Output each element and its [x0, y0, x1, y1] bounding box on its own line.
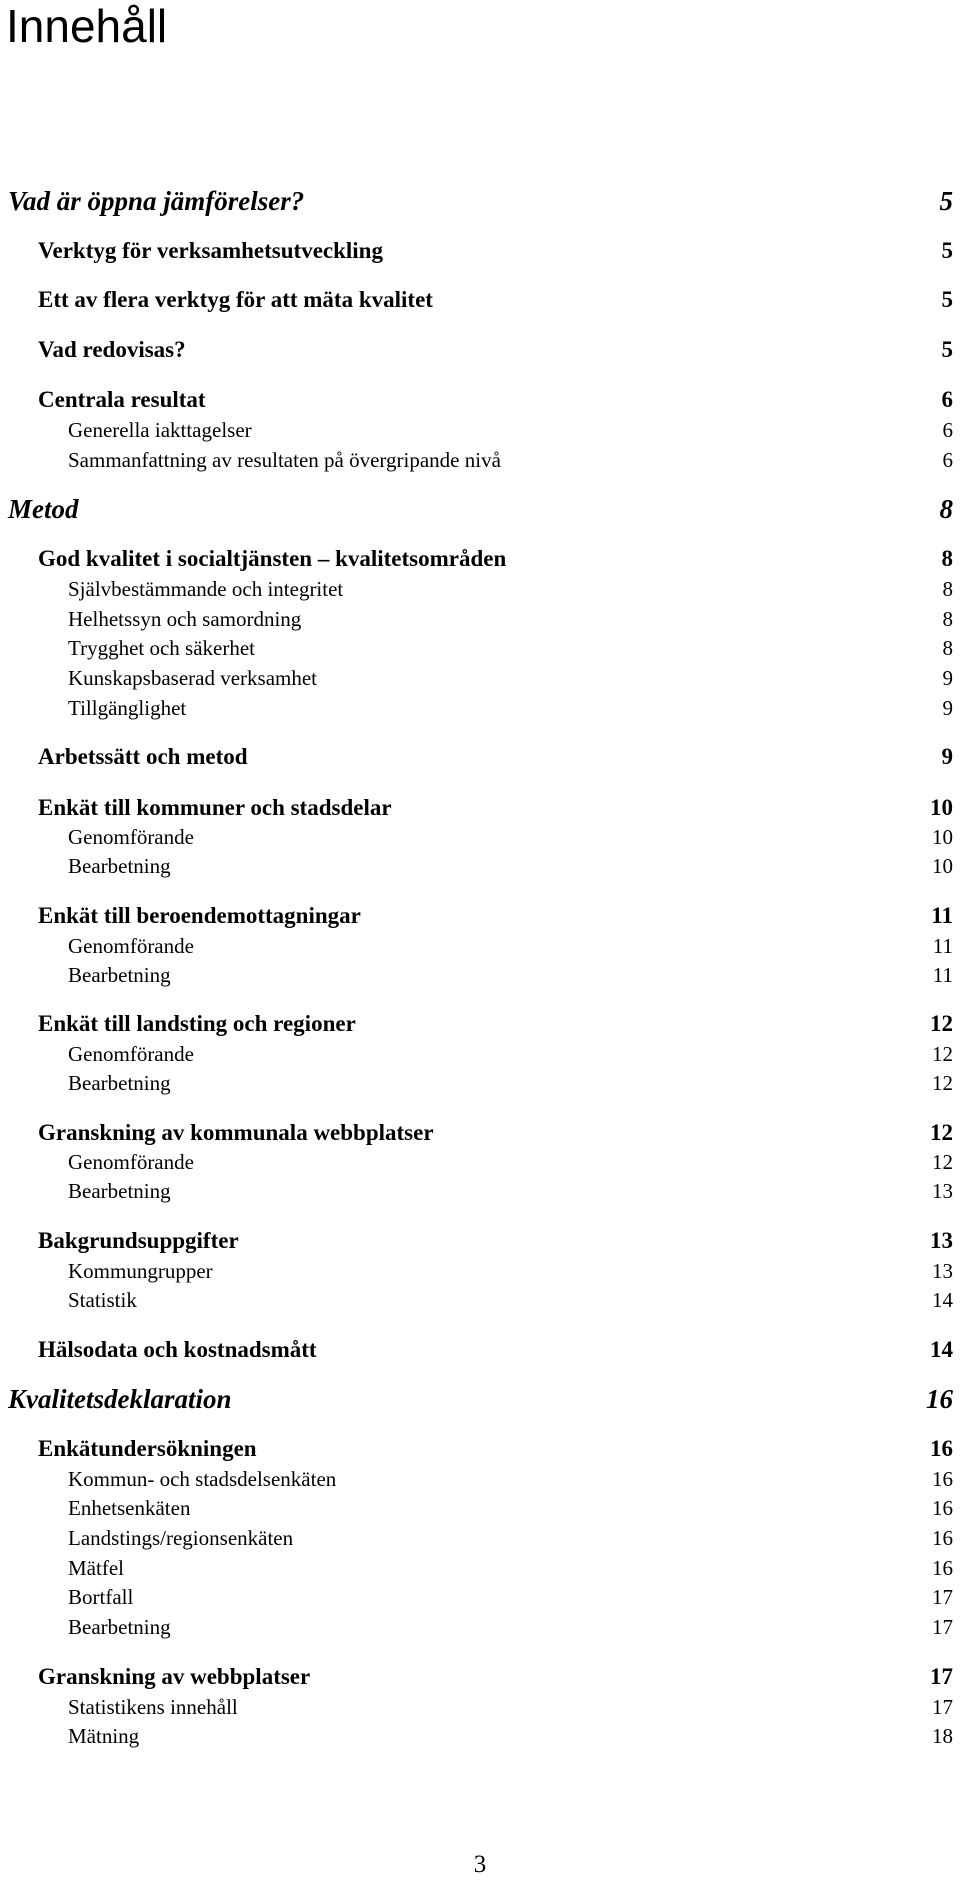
toc-entry-page: 14 [930, 1337, 953, 1362]
toc-entry-level-3[interactable] [68, 1149, 953, 1175]
toc-entry-label: Granskning av kommunala webbplatser [38, 1120, 434, 1145]
toc-entry-level-3[interactable] [68, 576, 953, 602]
toc-entry-page: 17 [932, 1695, 953, 1719]
toc-entry-label: Enkät till kommuner och stadsdelar [38, 795, 392, 820]
toc-entry-label: Bearbetning [68, 1615, 171, 1639]
toc-entry-label: Bortfall [68, 1585, 134, 1609]
toc-entry-page: 9 [942, 666, 953, 690]
toc-entry-page: 5 [939, 186, 953, 216]
toc-entry-page: 17 [930, 1664, 953, 1689]
toc-entry-level-2[interactable] [38, 1435, 953, 1463]
toc-entry-page: 13 [932, 1259, 953, 1283]
toc-entry-level-3[interactable] [68, 1614, 953, 1640]
page-number: 3 [473, 1851, 487, 1878]
toc-entry-page: 12 [932, 1071, 953, 1095]
toc-entry-label: Genomförande [68, 825, 194, 849]
toc-entry-level-3[interactable] [68, 824, 953, 850]
toc-entry-page: 17 [932, 1615, 953, 1639]
toc-entry-label: Centrala resultat [38, 387, 206, 412]
toc-entry-page: 5 [941, 287, 953, 312]
toc-entry-level-3[interactable] [68, 665, 953, 691]
toc-entry-level-2[interactable] [38, 743, 953, 771]
toc-entry-label: Bearbetning [68, 963, 171, 987]
toc-entry-level-2[interactable] [38, 902, 953, 930]
toc-entry-page: 8 [939, 494, 953, 524]
toc-entry-page: 9 [941, 744, 953, 769]
toc-entry-label: Landstings/regionsenkäten [68, 1526, 294, 1550]
toc-entry-page: 8 [942, 577, 953, 601]
toc-entry-label: Vad är öppna jämförelser? [8, 186, 305, 216]
toc-entry-page: 9 [942, 696, 953, 720]
toc-entry-page: 6 [942, 418, 953, 442]
toc-entry-page: 8 [942, 636, 953, 660]
toc-entry-page: 17 [932, 1585, 953, 1609]
toc-entry-label: Kommungrupper [68, 1259, 213, 1283]
toc-entry-level-3[interactable] [68, 1525, 953, 1551]
toc-entry-level-3[interactable] [68, 1287, 953, 1313]
toc-entry-label: Statistikens innehåll [68, 1695, 238, 1719]
toc-entry-label: Arbetssätt och metod [38, 744, 248, 769]
toc-entry-page: 12 [930, 1011, 953, 1036]
toc-entry-label: Granskning av webbplatser [38, 1664, 311, 1689]
toc-entry-label: Hälsodata och kostnadsmått [38, 1337, 317, 1362]
toc-entry-level-2[interactable] [38, 1010, 953, 1038]
toc-entry-label: Trygghet och säkerhet [68, 636, 256, 660]
toc-entry-label: Vad redovisas? [38, 337, 186, 362]
toc-entry-level-3[interactable] [68, 853, 953, 879]
toc-entry-page: 13 [932, 1179, 953, 1203]
toc-entry-level-3[interactable] [68, 695, 953, 721]
toc-entry-level-3[interactable] [68, 1070, 953, 1096]
toc-entry-level-3[interactable] [68, 1041, 953, 1067]
toc-entry-level-2[interactable] [38, 1663, 953, 1691]
toc-entry-label: Kvalitetsdeklaration [8, 1384, 232, 1414]
toc-entry-page: 16 [926, 1384, 953, 1414]
toc-entry-level-2[interactable] [38, 386, 953, 414]
toc-entry-label: Bearbetning [68, 1071, 171, 1095]
toc-entry-page: 12 [932, 1042, 953, 1066]
toc-entry-page: 14 [932, 1288, 953, 1312]
toc-entry-page: 11 [931, 903, 953, 928]
toc-entry-page: 18 [932, 1724, 953, 1748]
toc-entry-label: Generella iakttagelser [68, 418, 252, 442]
toc-entry-label: Genomförande [68, 934, 194, 958]
page-title: Innehåll [6, 0, 168, 52]
toc-entry-level-3[interactable] [68, 933, 953, 959]
toc-entry-level-3[interactable] [68, 1495, 953, 1521]
toc-entry-label: Enkät till landsting och regioner [38, 1011, 356, 1036]
toc-entry-label: Bakgrundsuppgifter [38, 1228, 239, 1253]
toc-entry-page: 16 [930, 1436, 953, 1461]
toc-entry-level-1[interactable] [8, 493, 953, 525]
toc-entry-label: Mätfel [68, 1556, 124, 1580]
toc-entry-label: Kommun- och stadsdelsenkäten [68, 1467, 337, 1491]
toc-entry-level-3[interactable] [68, 1723, 953, 1749]
toc-entry-page: 10 [932, 825, 953, 849]
toc-entry-label: Tillgänglighet [68, 696, 187, 720]
toc-entry-level-2[interactable] [38, 237, 953, 265]
toc-entry-page: 5 [941, 337, 953, 362]
toc-entry-label: Kunskapsbaserad verksamhet [68, 666, 318, 690]
toc-entry-page: 11 [932, 963, 953, 987]
toc-entry-page: 16 [932, 1556, 953, 1580]
toc-entry-level-3[interactable] [68, 962, 953, 988]
toc-entry-level-3[interactable] [68, 1584, 953, 1610]
toc-entry-level-3[interactable] [68, 1466, 953, 1492]
toc-entry-label: Självbestämmande och integritet [68, 577, 344, 601]
toc-entry-label: Enkät till beroendemottagningar [38, 903, 361, 928]
toc-entry-level-3[interactable] [68, 606, 953, 632]
toc-entry-label: Ett av flera verktyg för att mäta kvalitet [38, 287, 433, 312]
toc-entry-level-3[interactable] [68, 1258, 953, 1284]
toc-entry-level-1[interactable] [8, 185, 953, 217]
toc-entry-page: 11 [932, 934, 953, 958]
toc-entry-label: Verktyg för verksamhetsutveckling [38, 238, 383, 263]
toc-entry-page: 10 [932, 854, 953, 878]
toc-entry-page: 16 [932, 1496, 953, 1520]
toc-entry-label: Bearbetning [68, 854, 171, 878]
toc-entry-label: God kvalitet i socialtjänsten – kvalitetsområden [38, 546, 507, 571]
toc-entry-page: 8 [941, 546, 953, 571]
toc-entry-label: Mätning [68, 1724, 140, 1748]
toc-entry-level-3[interactable] [68, 1555, 953, 1581]
toc-entry-label: Sammanfattning av resultaten på övergripande nivå [68, 448, 501, 472]
toc-entry-level-3[interactable] [68, 417, 953, 443]
toc-entry-level-2[interactable] [38, 286, 953, 314]
toc-entry-label: Metod [8, 494, 79, 524]
toc-entry-level-2[interactable] [38, 545, 953, 573]
toc-entry-page: 6 [941, 387, 953, 412]
toc-entry-level-1[interactable] [8, 1383, 953, 1415]
toc-entry-label: Genomförande [68, 1150, 194, 1174]
toc-entry-page: 13 [930, 1228, 953, 1253]
toc-entry-label: Bearbetning [68, 1179, 171, 1203]
toc-entry-label: Helhetssyn och samordning [68, 607, 302, 631]
toc-entry-label: Statistik [68, 1288, 137, 1312]
toc-entry-level-3[interactable] [68, 635, 953, 661]
toc-entry-page: 16 [932, 1467, 953, 1491]
toc-entry-page: 12 [930, 1120, 953, 1145]
toc-entry-level-2[interactable] [38, 794, 953, 822]
toc-entry-page: 8 [942, 607, 953, 631]
toc-entry-page: 16 [932, 1526, 953, 1550]
toc-entry-label: Genomförande [68, 1042, 194, 1066]
toc-entry-level-3[interactable] [68, 1178, 953, 1204]
toc-entry-page: 5 [941, 238, 953, 263]
toc-entry-page: 6 [942, 448, 953, 472]
toc-entry-level-2[interactable] [38, 336, 953, 364]
toc-entry-level-2[interactable] [38, 1227, 953, 1255]
toc-entry-level-2[interactable] [38, 1119, 953, 1147]
toc-entry-level-3[interactable] [68, 1694, 953, 1720]
toc-entry-level-2[interactable] [38, 1336, 953, 1364]
toc-entry-label: Enkätundersökningen [38, 1436, 257, 1461]
toc-entry-page: 12 [932, 1150, 953, 1174]
toc-entry-label: Enhetsenkäten [68, 1496, 191, 1520]
toc-entry-level-3[interactable] [68, 447, 953, 473]
toc-entry-page: 10 [930, 795, 953, 820]
